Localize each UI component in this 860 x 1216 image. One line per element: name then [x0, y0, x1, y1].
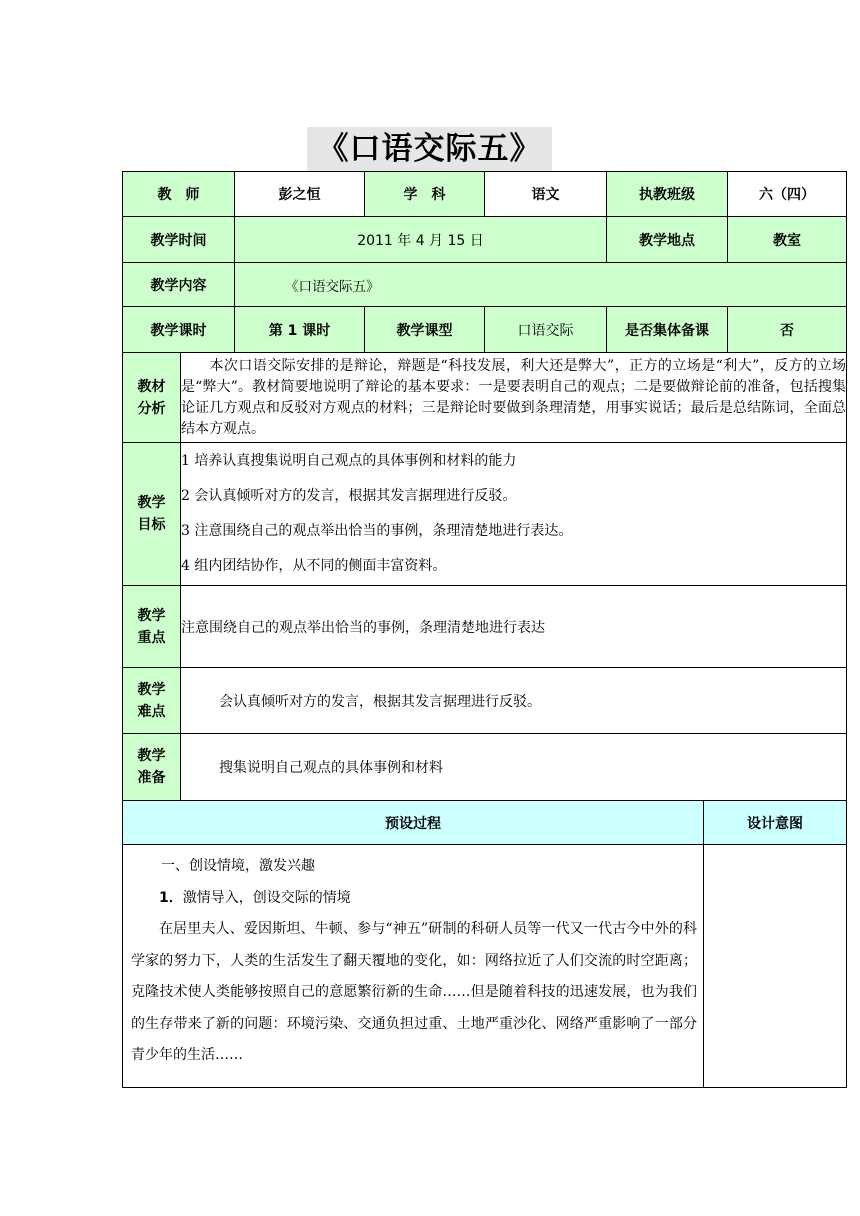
subject-value: 语文 [485, 172, 607, 217]
lesson-plan-table [122, 171, 847, 1088]
process-header: 预设过程 [123, 801, 704, 845]
intent-content [704, 845, 847, 1088]
period-label: 教学课时 [123, 307, 235, 353]
period-value: 第 1 课时 [235, 307, 365, 353]
process-step: 1．激情导入，创设交际的情境 [159, 889, 351, 906]
info-row-2 [123, 217, 847, 263]
place-value: 教室 [728, 217, 847, 263]
preparation-label: 教学 准备 [123, 734, 181, 801]
goals-label: 教学 目标 [123, 443, 181, 586]
difficulty-text: 会认真倾听对方的发言，根据其发言据理进行反驳。 [181, 668, 847, 734]
collective-label: 是否集体备课 [607, 307, 728, 353]
analysis-row [123, 353, 847, 443]
analysis-label: 教材 分析 [123, 353, 181, 443]
difficulty-label: 教学 难点 [123, 668, 181, 734]
process-paragraph: 在居里夫人、爱因斯坦、牛顿、参与“神五”研制的科研人员等一代又一代古今中外的科学家的努力下，人类的生活发生了翻天覆地的变化，如：网络拉近了人们交流的时空距离；克隆技术使人类能够按照自己的意愿繁衍新的生命……但是随着科技的迅速发展，也为我们的生存带来了新的问题：环境污染、交通负担过重、土地严重沙化、网络严重影响了一部分青少年的生活…… [131, 921, 697, 1063]
info-row-1 [123, 172, 847, 217]
focus-label: 教学 重点 [123, 586, 181, 668]
process-body-row [123, 845, 847, 1088]
analysis-text: 本次口语交际安排的是辩论，辩题是“科技发展，利大还是弊大”，正方的立场是“利大”，反方的立场是“弊大”。教材简要地说明了辩论的基本要求：一是要表明自己的观点；二是要做辩论前的准备，包括搜集论证几方观点和反驳对方观点的材料；三是辩论时要做到条理清楚，用事实说话；最后是总结陈词，全面总结本方观点。 [181, 353, 847, 443]
subject-label: 学 科 [365, 172, 485, 217]
difficulty-row [123, 668, 847, 734]
time-label: 教学时间 [123, 217, 235, 263]
page-title: 《口语交际五》 [317, 131, 542, 167]
teacher-label: 教 师 [123, 172, 235, 217]
info-row-4 [123, 307, 847, 353]
content-value: 《口语交际五》 [235, 263, 847, 307]
info-row-3 [123, 263, 847, 307]
teacher-value: 彭之恒 [235, 172, 365, 217]
focus-text: 注意围绕自己的观点举出恰当的事例，条理清楚地进行表达 [181, 586, 847, 668]
class-label: 执教班级 [607, 172, 728, 217]
goals-row [123, 443, 847, 586]
goal-item: 1 培养认真搜集说明自己观点的具体事例和材料的能力 [181, 453, 517, 469]
goals-list [181, 443, 847, 586]
focus-row [123, 586, 847, 668]
intent-header: 设计意图 [704, 801, 847, 845]
goal-item: 3 注意围绕自己的观点举出恰当的事例，条理清楚地进行表达。 [181, 523, 573, 539]
collective-value: 否 [728, 307, 847, 353]
goal-item: 2 会认真倾听对方的发言，根据其发言据理进行反驳。 [181, 488, 517, 504]
preparation-text: 搜集说明自己观点的具体事例和材料 [181, 734, 847, 801]
type-label: 教学课型 [365, 307, 485, 353]
preparation-row [123, 734, 847, 801]
content-label: 教学内容 [123, 263, 235, 307]
goal-item: 4 组内团结协作，从不同的侧面丰富资料。 [181, 558, 447, 574]
process-section-title: 一、创设情境，激发兴趣 [161, 858, 315, 874]
place-label: 教学地点 [607, 217, 728, 263]
type-value: 口语交际 [485, 307, 607, 353]
class-value: 六（四） [728, 172, 847, 217]
process-content [123, 845, 704, 1088]
process-header-row [123, 801, 847, 845]
title-highlight [307, 127, 552, 171]
time-value: 2011 年 4 月 15 日 [235, 217, 607, 263]
